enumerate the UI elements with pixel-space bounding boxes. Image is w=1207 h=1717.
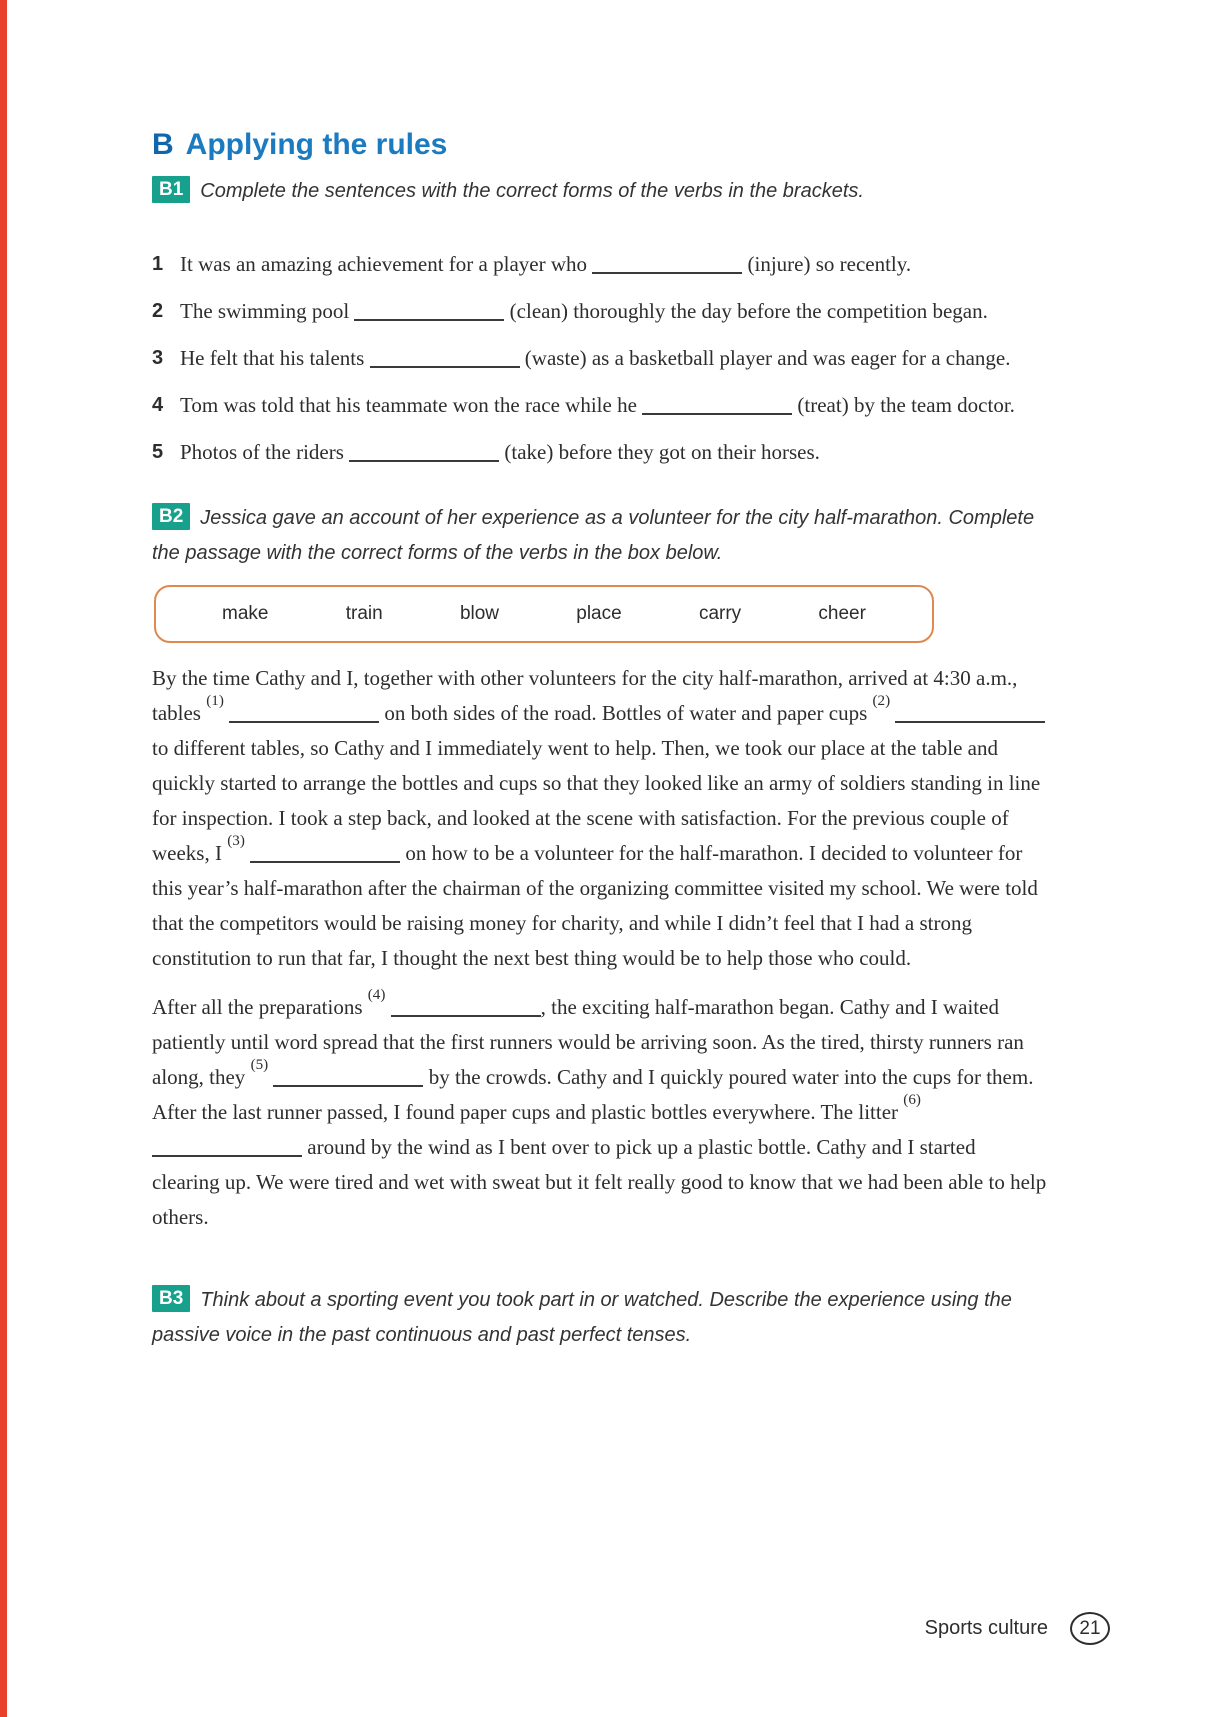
list-item (152, 388, 1047, 422)
exercise-b2-header (152, 501, 1047, 571)
b1-sentence-list (152, 247, 1047, 469)
blank-number: (6) (903, 1092, 921, 1108)
item-number: 3 (152, 347, 164, 369)
word-box-item: blow (459, 603, 500, 624)
list-item (152, 294, 1047, 328)
footer-section-label: Sports culture (924, 1617, 1048, 1639)
page-content (152, 128, 1047, 1353)
blank-number: (4) (367, 987, 386, 1003)
passage-paragraph-1: By the time Cathy and I, together with other volunteers for the city half-marathon, arrived at 4:30 a.m., tables $^{(1)}$ on both sides of the road. Bottles of water and paper cups $^{(2)}$ to different tables, so Cathy and I immediately went to help. Then, we took our place at the table and quickly started to arrange the bottles and cups so that they looked like an army of soldiers standing in line for inspection. I took a step back, and looked at the scene with satisfaction. For the previous couple of weeks, I $^{(3)}$ on how to be a volunteer for the half-marathon. I decided to volunteer for this year’s half-marathon after the chairman of the organizing committee visited my school. We were told that the competitors would be raising money for charity, and while I didn’t feel that I had a strong constitution to run that far, I thought the next best thing would be to help those who could. (152, 661, 1047, 976)
exercise-b2-badge: B2 (152, 503, 190, 530)
item-text: He felt that his talents (waste) as a basketball player and was eager for a change. (180, 346, 1011, 370)
list-item (152, 247, 1047, 281)
list-item (152, 435, 1047, 469)
exercise-b3-instruction: Think about a sporting event you took part in or watched. Describe the experience using the passive voice in the past continuous and past perfect tenses. (152, 1289, 1012, 1346)
blank-number: (3) (227, 833, 245, 849)
item-text: Tom was told that his teammate won the race while he (treat) by the team doctor. (180, 393, 1015, 417)
page-footer (925, 1612, 1110, 1645)
blank-number: (5) (250, 1057, 269, 1073)
item-text: The swimming pool (clean) thoroughly the day before the competition began. (180, 299, 988, 323)
word-box-item: train (345, 603, 383, 624)
fill-in-blank (592, 254, 742, 274)
exercise-b3-badge: B3 (152, 1285, 190, 1312)
word-box-item: place (576, 603, 622, 624)
blank-number: (1) (206, 693, 224, 709)
page-edge-strip (0, 0, 7, 1717)
exercise-b1-instruction: Complete the sentences with the correct forms of the verbs in the brackets. (200, 180, 864, 202)
section-title: Applying the rules (185, 128, 448, 161)
section-heading (152, 128, 1047, 162)
fill-in-blank (391, 997, 541, 1017)
fill-in-blank (229, 703, 379, 723)
exercise-b1-header (152, 174, 1047, 209)
page-number-badge: 21 (1070, 1612, 1110, 1645)
verb-word-box (154, 585, 934, 643)
fill-in-blank (370, 348, 520, 368)
item-text: It was an amazing achievement for a player who (injure) so recently. (180, 252, 912, 276)
fill-in-blank (354, 301, 504, 321)
item-number: 4 (152, 394, 164, 416)
fill-in-blank (273, 1067, 423, 1087)
fill-in-blank (349, 442, 499, 462)
exercise-b2-instruction: Jessica gave an account of her experience as a volunteer for the city half-marathon. Complete the passage with the correct forms of the verbs in the box below. (152, 507, 1035, 564)
list-item (152, 341, 1047, 375)
blank-number: (2) (872, 693, 891, 709)
section-letter: B (152, 128, 174, 161)
fill-in-blank (642, 395, 792, 415)
passage-paragraph-2: After all the preparations $^{(4)}$ , the exciting half-marathon began. Cathy and I waited patiently until word spread that the first runners would be arriving soon. As the tired, thirsty runners ran along, they $^{(5)}$ by the crowds. Cathy and I quickly poured water into the cups for them. After the last runner passed, I found paper cups and plastic bottles everywhere. The litter $^{(6)}$ around by the wind as I bent over to pick up a plastic bottle. Cathy and I started clearing up. We were tired and wet with sweat but it felt really good to know that we had been able to help others. (152, 987, 1047, 1229)
word-box-item: make (222, 603, 269, 624)
word-box-item: carry (698, 603, 742, 624)
exercise-b3-header (152, 1283, 1047, 1353)
item-number: 5 (152, 441, 164, 463)
exercise-b1-badge: B1 (152, 176, 190, 203)
word-box-item: cheer (818, 603, 866, 624)
fill-in-blank (152, 1137, 302, 1157)
item-number: 1 (152, 253, 164, 275)
item-text: Photos of the riders (take) before they got on their horses. (180, 440, 820, 464)
item-number: 2 (152, 300, 164, 322)
fill-in-blank (250, 843, 400, 863)
fill-in-blank (895, 703, 1045, 723)
